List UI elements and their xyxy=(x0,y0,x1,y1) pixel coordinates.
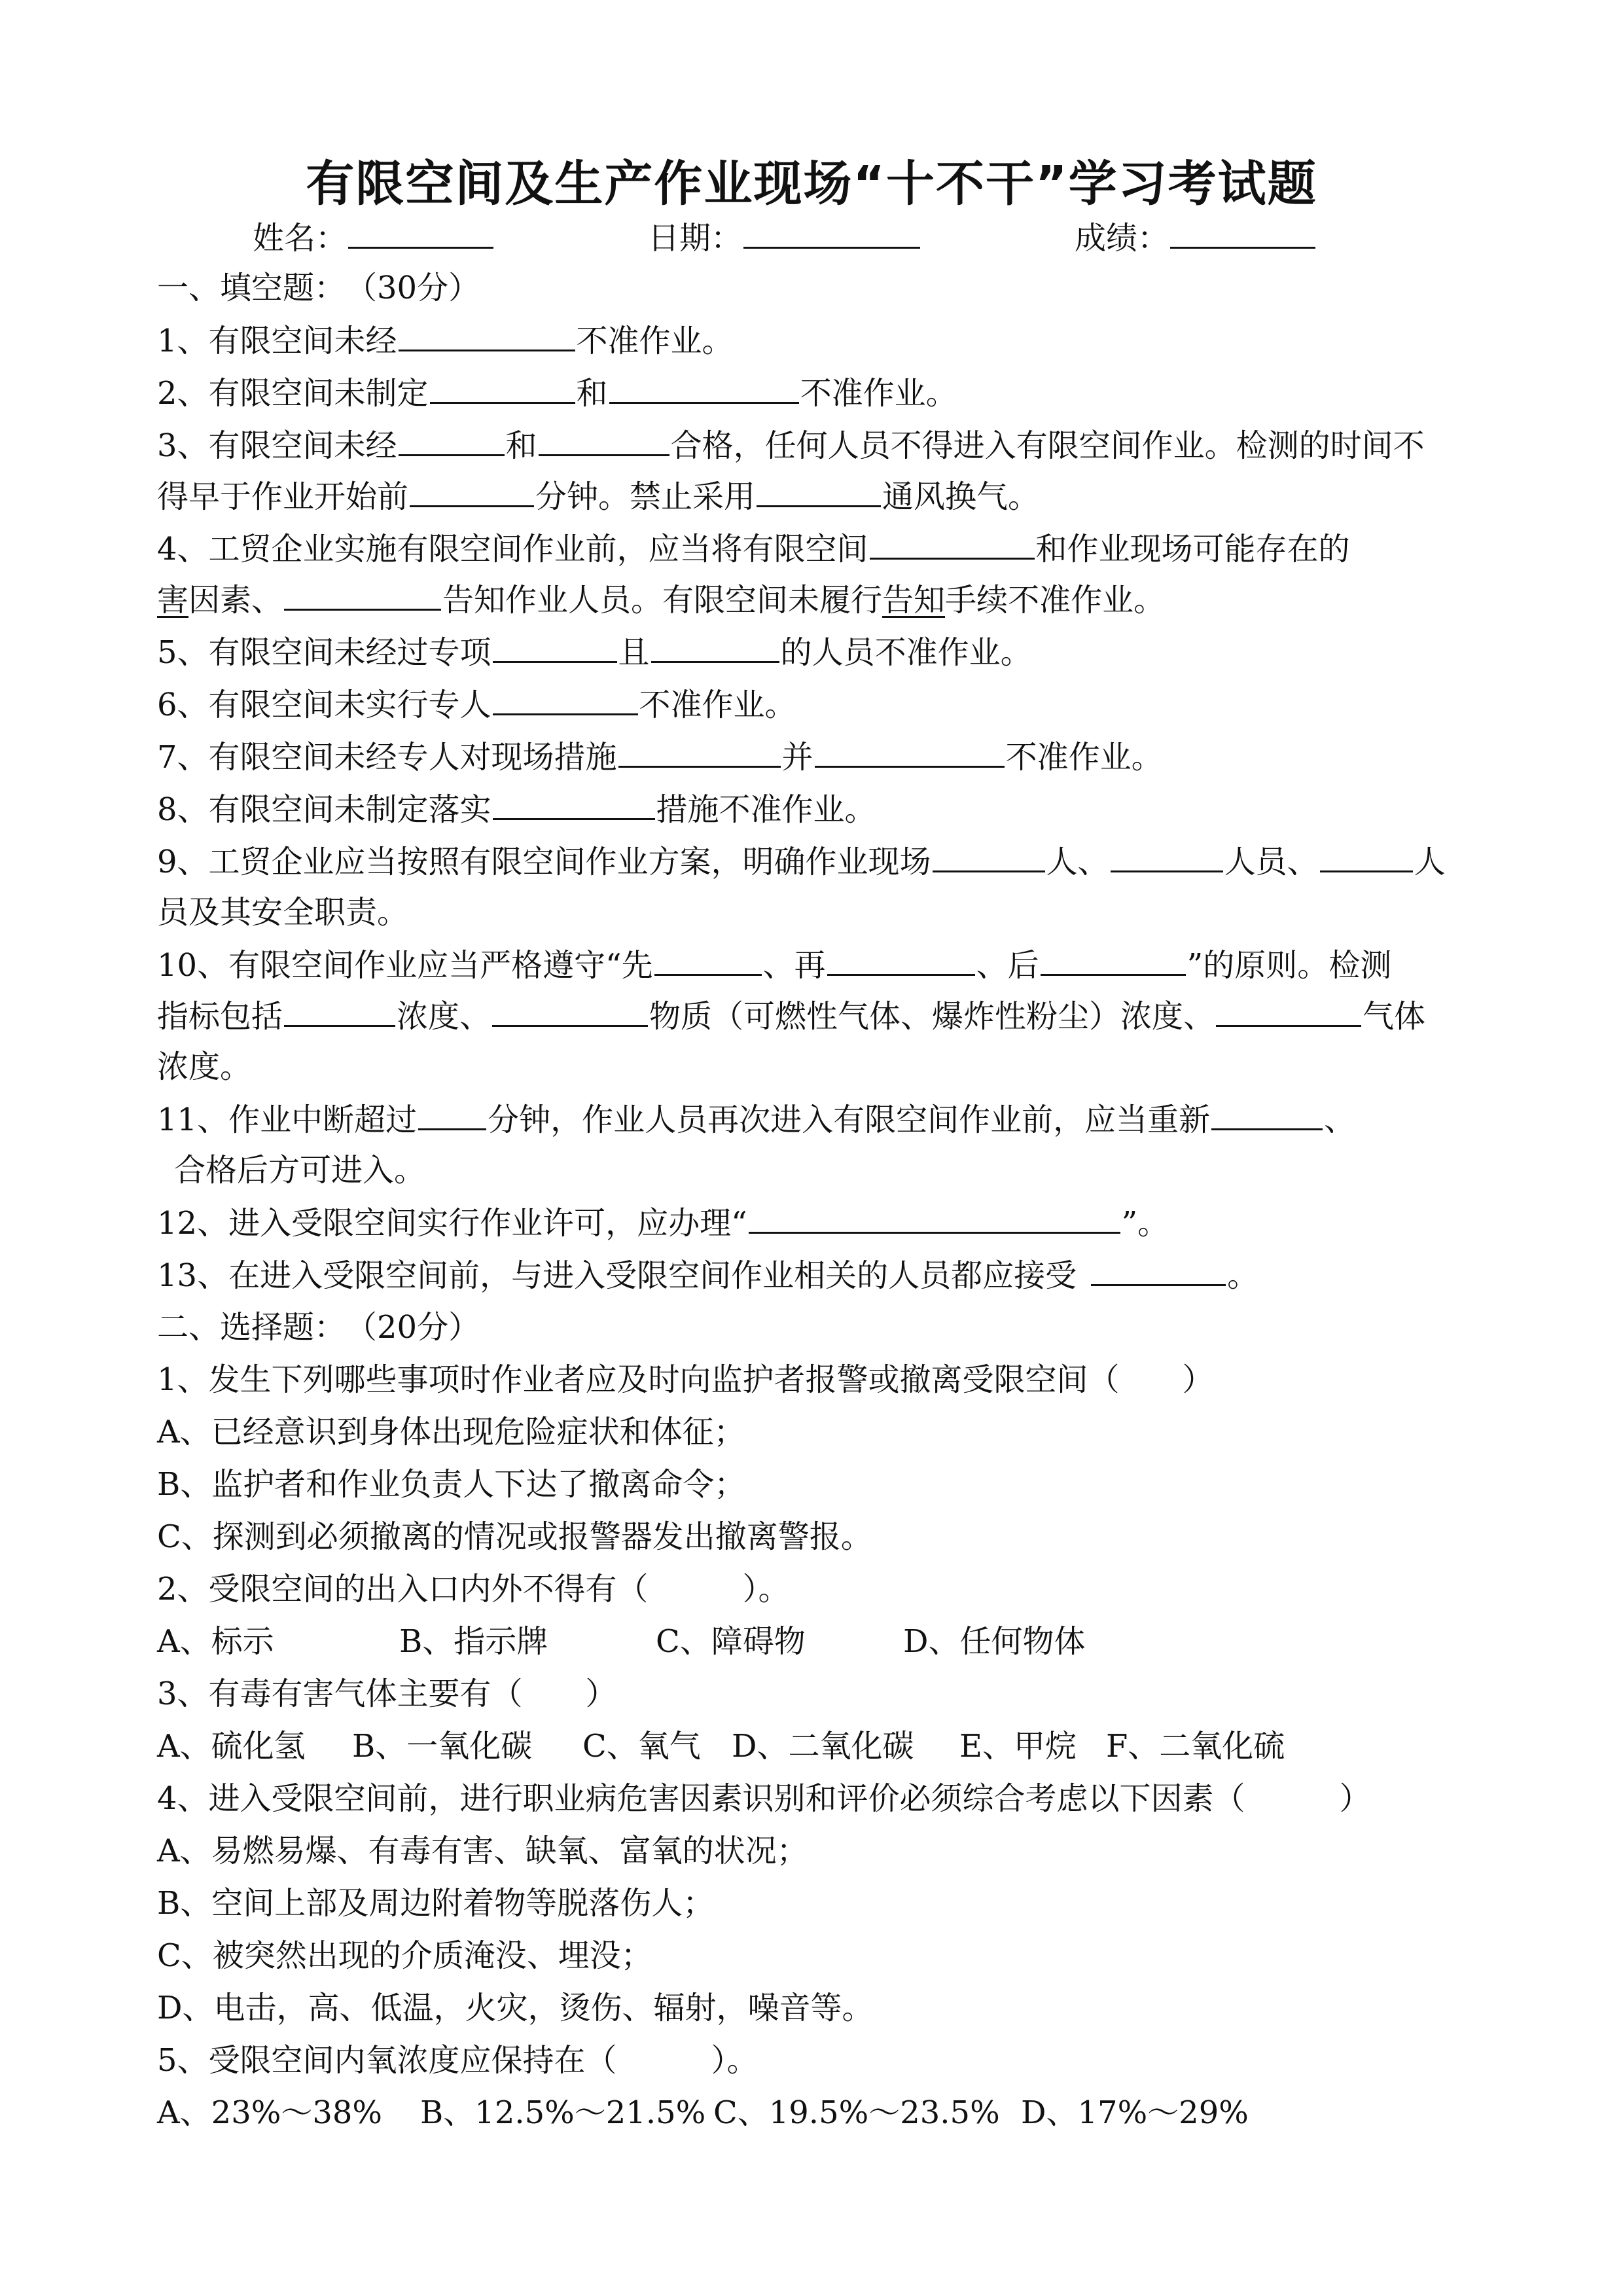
choice-option[interactable]: B、一氧化碳 xyxy=(352,1728,533,1765)
answer-blank[interactable] xyxy=(609,373,799,404)
answer-blank[interactable] xyxy=(539,425,669,456)
choice-option[interactable]: A、标示 xyxy=(157,1623,274,1660)
answer-blank[interactable] xyxy=(1111,842,1223,872)
choice-question-1: 1、发生下列哪些事项时作业者应及时向监护者报警或撤离受限空间（ ） xyxy=(157,1361,1214,1398)
name-field xyxy=(253,213,495,258)
answer-blank[interactable] xyxy=(418,1100,486,1130)
fill-question-11-cont: 合格后方可进入。 xyxy=(174,1152,426,1189)
answer-blank[interactable] xyxy=(1091,1255,1226,1286)
name-blank[interactable] xyxy=(348,218,493,249)
choice-option[interactable]: E、甲烷 xyxy=(959,1728,1077,1765)
answer-blank[interactable] xyxy=(1211,1100,1323,1130)
choice-option[interactable]: B、12.5%～21.5% xyxy=(420,2094,706,2131)
choice-option[interactable]: A、已经意识到身体出现危险症状和体征； xyxy=(157,1414,745,1450)
answer-blank[interactable] xyxy=(1216,996,1361,1027)
date-field xyxy=(648,213,921,258)
choice-option[interactable]: A、硫化氢 xyxy=(157,1728,306,1765)
answer-blank[interactable] xyxy=(815,737,1005,768)
answer-blank[interactable] xyxy=(284,580,441,611)
fill-question-4-cont: 害因素、 告知作业人员。有限空间未履行告知手续不准作业。 xyxy=(157,580,1472,620)
answer-blank[interactable] xyxy=(493,685,638,715)
fill-question-11: 11、作业中断超过 分钟，作业人员再次进入有限空间作业前，应当重新 、 xyxy=(157,1100,1472,1139)
choice-option[interactable]: C、氧气 xyxy=(582,1728,701,1765)
date-label: 日期： xyxy=(648,220,743,257)
choice-option[interactable]: C、障碍物 xyxy=(656,1623,806,1660)
fill-question-10: 10、有限空间作业应当严格遵守“先 、再 、后 ”的原则。检测 xyxy=(157,945,1472,985)
name-label: 姓名： xyxy=(253,220,348,257)
answer-blank[interactable] xyxy=(757,476,881,507)
answer-blank[interactable] xyxy=(654,945,762,976)
answer-blank[interactable] xyxy=(870,529,1035,560)
fill-question-10-cont: 指标包括 浓度、 物质（可燃性气体、爆炸性粉尘）浓度、 气体 xyxy=(157,996,1472,1036)
choice-option[interactable]: C、19.5%～23.5% xyxy=(713,2094,1000,2131)
choice-option[interactable]: D、二氧化碳 xyxy=(732,1728,914,1765)
fill-question-12: 12、进入受限空间实行作业许可，应办理“ ”。 xyxy=(157,1203,1472,1243)
fill-question-9-cont: 员及其安全职责。 xyxy=(157,894,409,931)
answer-blank[interactable] xyxy=(1320,842,1413,872)
choice-option[interactable]: C、被突然出现的介质淹没、埋没； xyxy=(157,1937,652,1974)
fill-question-5: 5、有限空间未经过专项 且 的人员不准作业。 xyxy=(157,632,1472,672)
fill-question-3-cont: 得早于作业开始前 分钟。禁止采用 通风换气。 xyxy=(157,476,1472,516)
fill-question-1: 1、有限空间未经 不准作业。 xyxy=(157,321,1472,361)
answer-blank[interactable] xyxy=(933,842,1045,872)
fill-question-9: 9、工贸企业应当按照有限空间作业方案，明确作业现场 人、 人员、 人 xyxy=(157,842,1472,882)
choice-option[interactable]: B、监护者和作业负责人下达了撤离命令； xyxy=(157,1466,746,1503)
choice-question-3: 3、有毒有害气体主要有（ ） xyxy=(157,1676,617,1712)
answer-blank[interactable] xyxy=(651,632,779,663)
answer-blank[interactable] xyxy=(399,425,505,456)
section2-heading: 二、选择题： （20分） xyxy=(157,1309,480,1346)
choice-option[interactable]: C、探测到必须撤离的情况或报警器发出撤离警报。 xyxy=(157,1518,872,1555)
date-blank[interactable] xyxy=(743,218,920,249)
answer-blank[interactable] xyxy=(399,321,575,351)
choice-option[interactable]: D、17%～29% xyxy=(1021,2094,1249,2131)
score-field xyxy=(1075,213,1317,258)
answer-blank[interactable] xyxy=(493,632,617,663)
fill-question-6: 6、有限空间未实行专人 不准作业。 xyxy=(157,685,1472,725)
choice-option[interactable]: A、易燃易爆、有毒有害、缺氧、富氧的状况； xyxy=(157,1833,808,1869)
answer-blank[interactable] xyxy=(493,789,655,820)
fill-question-8: 8、有限空间未制定落实 措施不准作业。 xyxy=(157,789,1472,829)
score-label: 成绩： xyxy=(1075,220,1169,257)
fill-question-3: 3、有限空间未经 和 合格，任何人员不得进入有限空间作业。检测的时间不 xyxy=(157,425,1472,465)
choice-option[interactable]: F、二氧化硫 xyxy=(1106,1728,1285,1765)
fill-question-13: 13、在进入受限空间前，与进入受限空间作业相关的人员都应接受 。 xyxy=(157,1255,1472,1295)
answer-blank[interactable] xyxy=(827,945,975,976)
page-title: 有限空间及生产作业现场“十不干”学习考试题 xyxy=(306,156,1317,212)
choice-option[interactable]: D、电击，高、低温，火灾，烫伤、辐射，噪音等。 xyxy=(157,1990,874,2026)
fill-question-4: 4、工贸企业实施有限空间作业前，应当将有限空间 和作业现场可能存在的 xyxy=(157,529,1472,569)
answer-blank[interactable] xyxy=(618,737,781,768)
choice-question-4: 4、进入受限空间前，进行职业病危害因素识别和评价必须综合考虑以下因素（ ） xyxy=(157,1780,1371,1817)
choice-option[interactable]: A、23%～38% xyxy=(157,2094,383,2131)
answer-blank[interactable] xyxy=(749,1203,1120,1234)
choice-option[interactable]: D、任何物体 xyxy=(903,1623,1086,1660)
choice-question-5: 5、受限空间内氧浓度应保持在（ ）。 xyxy=(157,2042,758,2079)
choice-option[interactable]: B、指示牌 xyxy=(399,1623,548,1660)
choice-option[interactable]: B、空间上部及周边附着物等脱落伤人； xyxy=(157,1885,715,1922)
answer-blank[interactable] xyxy=(410,476,534,507)
score-blank[interactable] xyxy=(1170,218,1315,249)
section1-heading: 一、填空题： （30分） xyxy=(157,270,480,306)
choice-question-2: 2、受限空间的出入口内外不得有（ ）。 xyxy=(157,1571,790,1607)
answer-blank[interactable] xyxy=(492,996,648,1027)
fill-question-2: 2、有限空间未制定 和 不准作业。 xyxy=(157,373,1472,413)
answer-blank[interactable] xyxy=(284,996,395,1027)
fill-question-10-cont2: 浓度。 xyxy=(157,1049,252,1085)
answer-blank[interactable] xyxy=(1041,945,1186,976)
answer-blank[interactable] xyxy=(430,373,575,404)
fill-question-7: 7、有限空间未经专人对现场措施 并 不准作业。 xyxy=(157,737,1472,777)
